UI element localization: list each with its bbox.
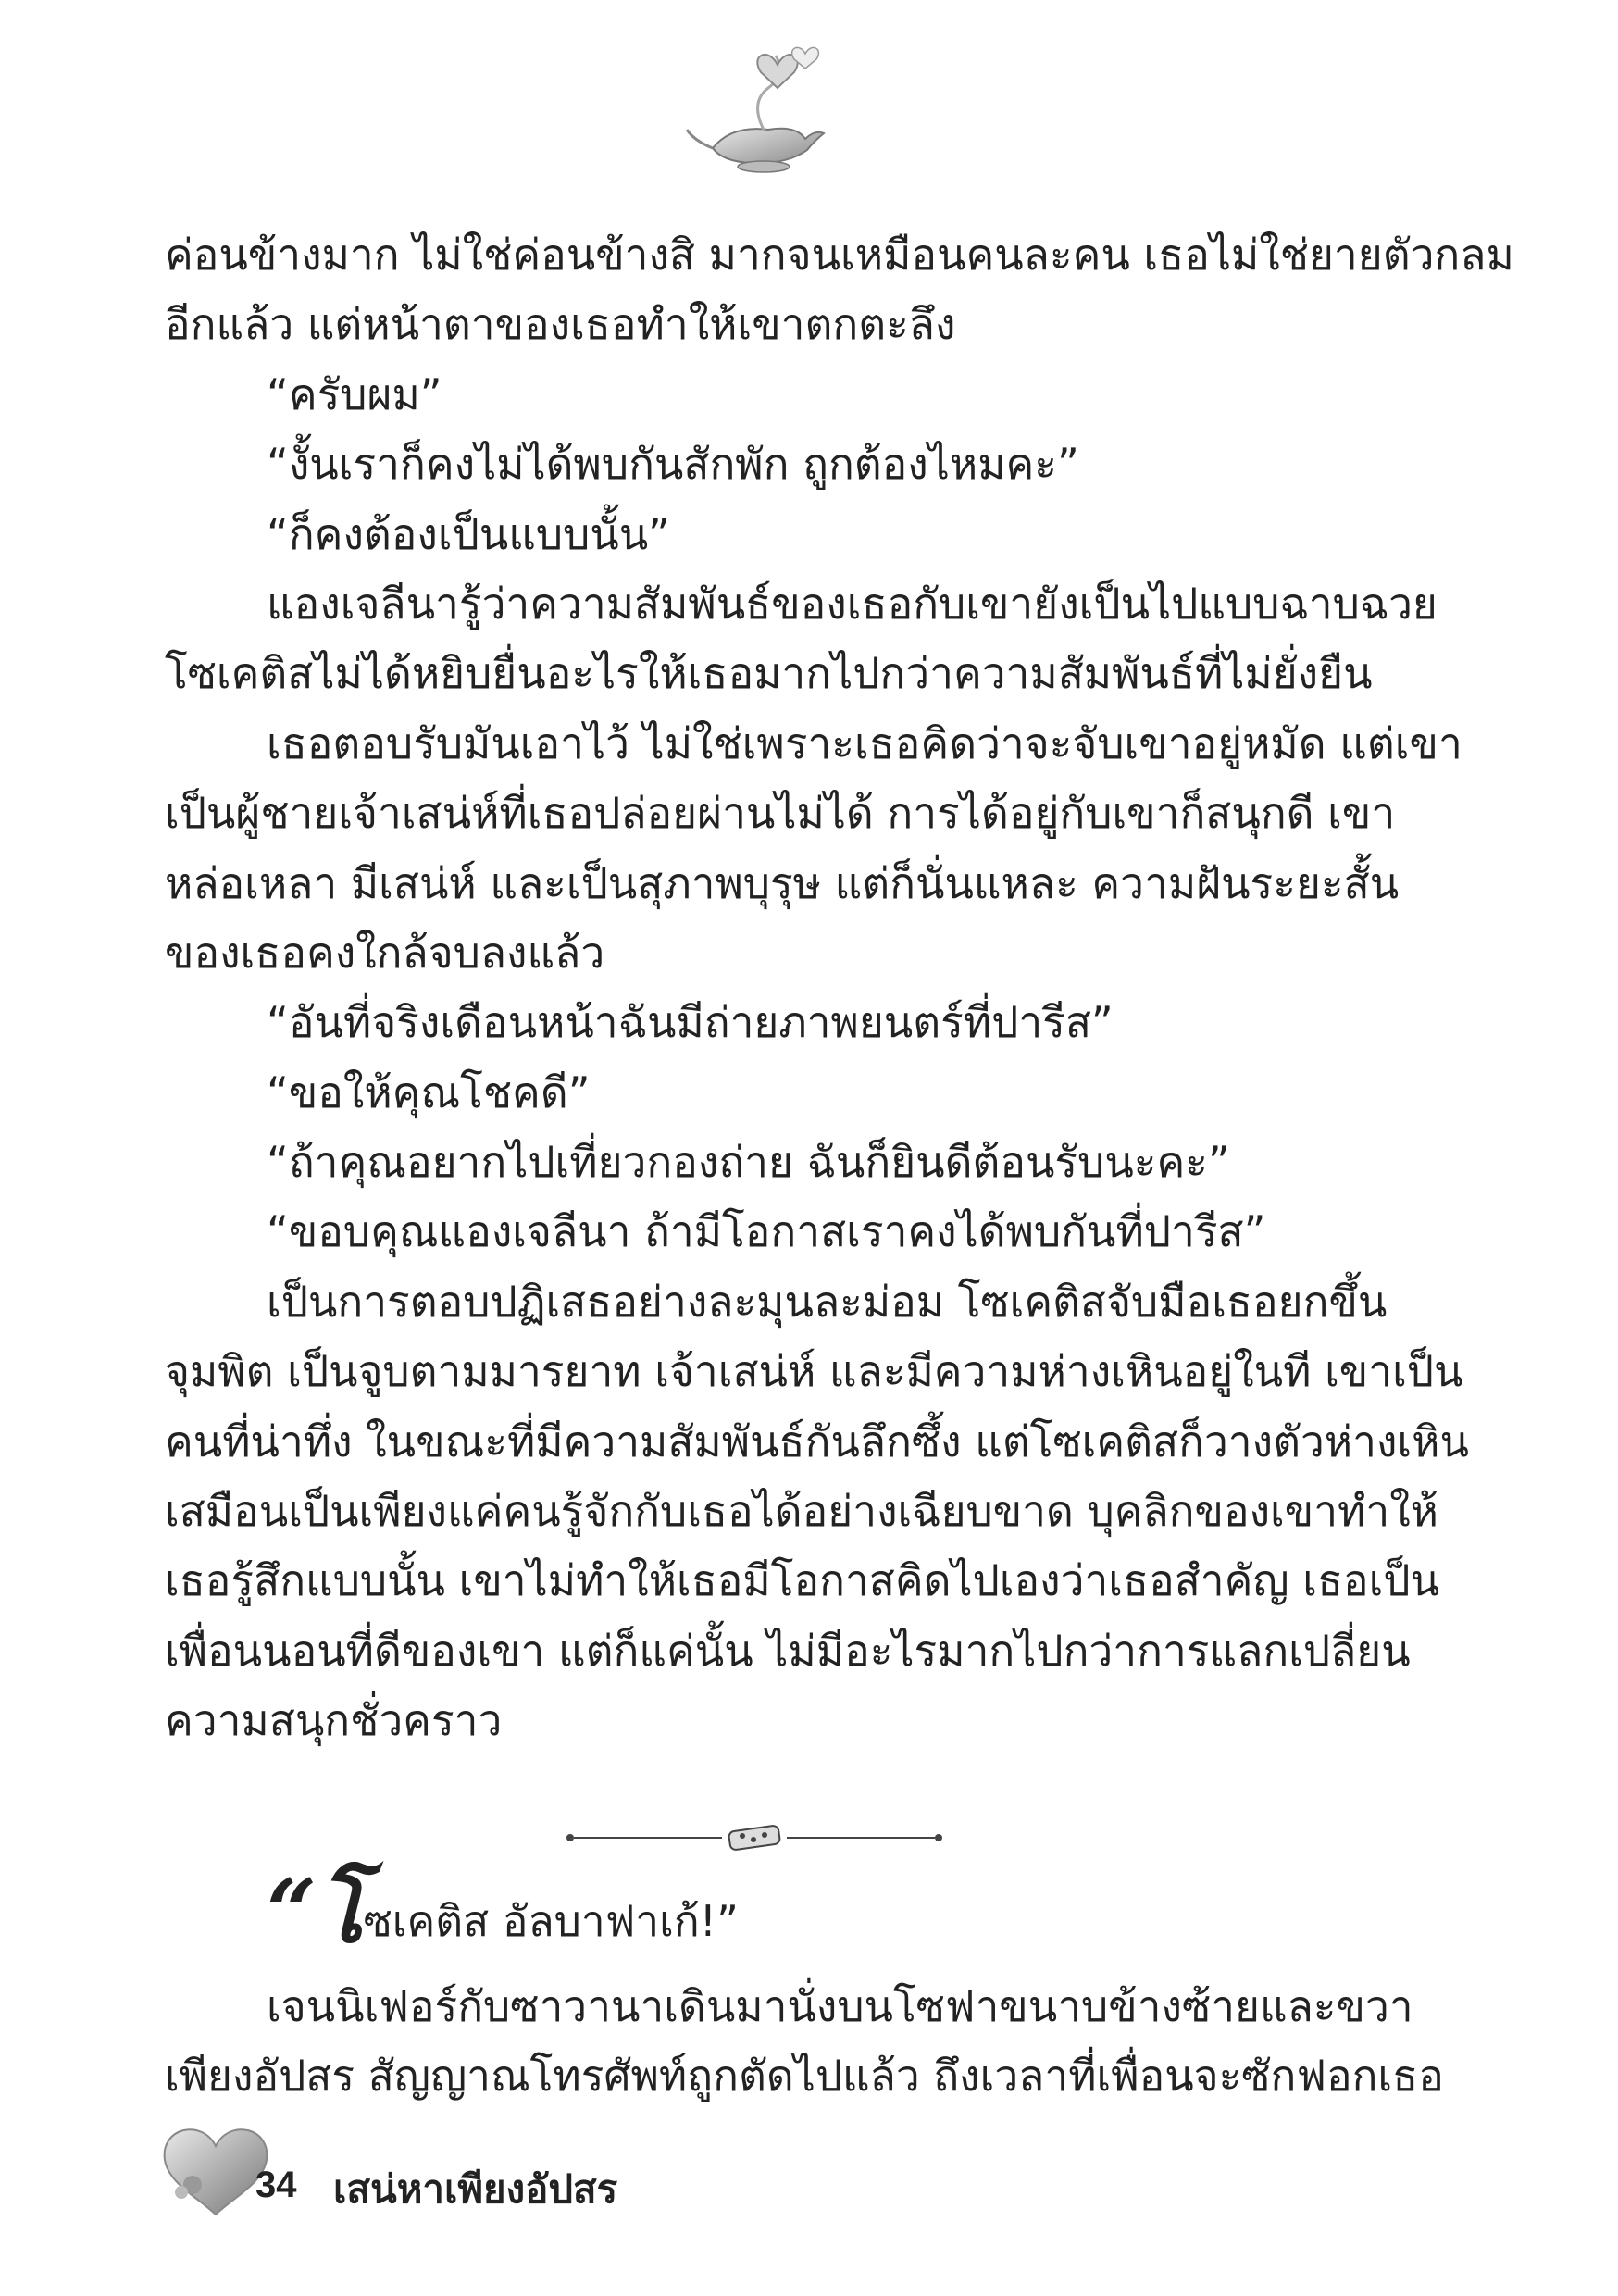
dialog-line: “ครับผม” [267, 368, 442, 419]
opening-text: ซเคติส อัลบาฟาเก้!” [363, 1896, 739, 1946]
dialog-line: “งั้นเราก็คงไม่ได้พบกันสักพัก ถูกต้องไหมคะ” [267, 439, 1079, 490]
page-footer [156, 2118, 989, 2220]
text-line: ของเธอคงใกล้จบลงแล้ว [165, 927, 605, 978]
page-number: 34 [255, 2165, 297, 2205]
section-body-text [165, 1972, 1444, 2112]
dialog-line: “ขอให้คุณโชคดี” [267, 1067, 591, 1117]
text-line: ค่อนข้างมาก ไม่ใช่ค่อนข้างสิ มากจนเหมือนคนละคน เธอไม่ใช่ยายตัวกลม [165, 230, 1514, 280]
text-line: เสมือนเป็นเพียงแค่คนรู้จักกับเธอได้อย่างเฉียบขาด บุคลิกของเขาทำให้ [165, 1486, 1438, 1537]
text-line: เป็นผู้ชายเจ้าเสน่ห์ที่เธอปล่อยผ่านไม่ได้ การได้อยู่กับเขาก็สนุกดี เขา [165, 788, 1396, 839]
genie-lamp-ornament-icon [676, 37, 833, 176]
dialog-line: “อันที่จริงเดือนหน้าฉันมีถ่ายภาพยนตร์ที่ปารีส” [267, 997, 1114, 1048]
body-text [165, 220, 1514, 1756]
text-line: เพื่อนนอนที่ดีของเขา แต่ก็แค่นั้น ไม่มีอะไรมากไปกว่าการแลกเปลี่ยน [165, 1625, 1411, 1676]
dialog-line: “ถ้าคุณอยากไปเที่ยวกองถ่าย ฉันก็ยินดีต้อนรับนะคะ” [267, 1137, 1230, 1188]
text-line: โซเคติสไม่ได้หยิบยื่นอะไรให้เธอมากไปกว่าความสัมพันธ์ที่ไม่ยั่งยืน [165, 648, 1373, 699]
book-title: เสน่หาเพียงอัปสร [333, 2166, 618, 2212]
drop-cap: “โ [267, 1861, 364, 1963]
text-line: หล่อเหลา มีเสน่ห์ และเป็นสุภาพบุรุษ แต่ก็นั่นแหละ ความฝันระยะสั้น [165, 857, 1400, 908]
dialog-line: “ก็คงต้องเป็นแบบนั้น” [267, 508, 671, 559]
text-line: เจนนิเฟอร์กับซาวานาเดินมานั่งบนโซฟาขนาบข้างซ้ายและขวา [267, 1981, 1413, 2031]
text-line: คนที่น่าทึ่ง ในขณะที่มีความสัมพันธ์กันลึกซึ้ง แต่โซเคติสก็วางตัวห่างเหิน [165, 1416, 1469, 1466]
text-line: เธอรู้สึกแบบนั้น เขาไม่ทำให้เธอมีโอกาสคิดไปเองว่าเธอสำคัญ เธอเป็น [165, 1555, 1440, 1606]
text-line: จุมพิต เป็นจูบตามมารยาท เจ้าเสน่ห์ และมีความห่างเหินอยู่ในที เขาเป็น [165, 1346, 1463, 1397]
text-line: แองเจลีนารู้ว่าความสัมพันธ์ของเธอกับเขายังเป็นไปแบบฉาบฉวย [267, 578, 1438, 629]
text-line: อีกแล้ว แต่หน้าตาของเธอทำให้เขาตกตะลึง [165, 299, 956, 350]
text-line: เป็นการตอบปฏิเสธอย่างละมุนละม่อม โซเคติสจับมือเธอยกขึ้น [267, 1276, 1388, 1327]
section-opening-line [267, 1861, 739, 1963]
text-line: เธอตอบรับมันเอาไว้ ไม่ใช่เพราะเธอคิดว่าจะจับเขาอยู่หมัด แต่เขา [267, 718, 1462, 768]
section-divider-icon [565, 1819, 944, 1856]
text-line: ความสนุกชั่วคราว [165, 1695, 503, 1746]
dialog-line: “ขอบคุณแองเจลีนา ถ้ามีโอกาสเราคงได้พบกันที่ปารีส” [267, 1206, 1266, 1257]
text-line: เพียงอัปสร สัญญาณโทรศัพท์ถูกตัดไปแล้ว ถึงเวลาที่เพื่อนจะซักฟอกเธอ [165, 2051, 1444, 2102]
